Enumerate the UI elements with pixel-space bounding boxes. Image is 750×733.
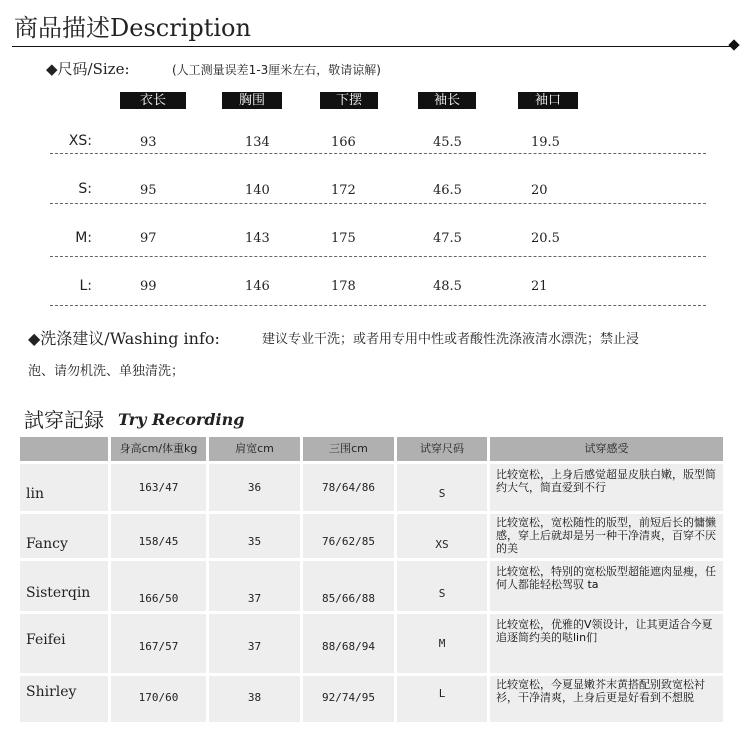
tester-shoulder: 38 xyxy=(209,676,300,722)
size-row-label: S: xyxy=(78,181,92,197)
size-col-header: 胸围 xyxy=(222,92,282,109)
size-value: 143 xyxy=(245,231,270,246)
size-value: 95 xyxy=(140,183,157,198)
size-value: 19.5 xyxy=(531,135,560,150)
try-col-header: 肩宽cm xyxy=(209,437,300,461)
tester-height-weight: 163/47 xyxy=(111,464,206,511)
size-col-header: 袖长 xyxy=(418,92,476,109)
tester-measurements: 88/68/94 xyxy=(303,614,394,673)
tester-measurements: 92/74/95 xyxy=(303,676,394,722)
washing-heading: ◆洗涤建议/Washing info: xyxy=(28,329,220,348)
try-on-title: 試穿記録 xyxy=(24,408,104,432)
size-row-label: M: xyxy=(75,230,92,246)
diamond-icon xyxy=(728,39,739,50)
tester-size: M xyxy=(397,614,487,673)
washing-text: 建议专业干洗；或者用专用中性或者酸性洗涤液清水漂洗；禁止浸 xyxy=(262,332,640,347)
size-row-label: L: xyxy=(79,278,92,294)
size-value: 21 xyxy=(531,279,548,294)
tester-height-weight: 158/45 xyxy=(111,514,206,558)
size-value: 146 xyxy=(245,279,270,294)
size-heading: ◆尺码/Size: xyxy=(46,60,130,78)
tester-height-weight: 166/50 xyxy=(111,561,206,611)
tester-name: lin xyxy=(20,464,108,511)
tester-feedback: 比较宽松，上身后感觉超显皮肤白嫩，版型简约大气，简直爱到不行 xyxy=(490,464,723,511)
tester-height-weight: 170/60 xyxy=(111,676,206,722)
tester-shoulder: 35 xyxy=(209,514,300,558)
tester-feedback: 比较宽松，今夏显嫩芥末黄搭配别致宽松衬衫，干净清爽，上身后更是好看到不想脱 xyxy=(490,676,723,722)
size-value: 97 xyxy=(140,231,157,246)
size-value: 48.5 xyxy=(433,279,462,294)
tester-feedback: 比较宽松，特别的宽松版型超能遮肉显瘦，任何人都能轻松驾驭 ta xyxy=(490,561,723,611)
size-value: 175 xyxy=(331,231,356,246)
try-col-header: 三围cm xyxy=(303,437,394,461)
try-col-header xyxy=(20,437,108,461)
row-divider xyxy=(50,256,706,257)
row-divider xyxy=(50,153,706,154)
row-divider xyxy=(50,305,706,306)
tester-measurements: 85/66/88 xyxy=(303,561,394,611)
row-divider xyxy=(50,203,706,204)
size-row-label: XS: xyxy=(68,133,92,149)
title-divider xyxy=(12,46,734,47)
tester-name: Sisterqin xyxy=(20,561,108,611)
size-value: 93 xyxy=(140,135,157,150)
try-col-header: 试穿感受 xyxy=(490,437,723,461)
tester-size: S xyxy=(397,464,487,511)
size-value: 99 xyxy=(140,279,157,294)
size-value: 166 xyxy=(331,135,356,150)
size-value: 140 xyxy=(245,183,270,198)
tester-measurements: 76/62/85 xyxy=(303,514,394,558)
page-title: 商品描述Description xyxy=(14,14,251,42)
size-value: 20.5 xyxy=(531,231,560,246)
tester-height-weight: 167/57 xyxy=(111,614,206,673)
size-value: 172 xyxy=(331,183,356,198)
size-value: 20 xyxy=(531,183,548,198)
tester-name: Shirley xyxy=(20,676,108,722)
size-value: 47.5 xyxy=(433,231,462,246)
size-note: (人工测量误差1-3厘米左右，敬请谅解) xyxy=(172,63,381,77)
tester-name: Fancy xyxy=(20,514,108,558)
tester-size: S xyxy=(397,561,487,611)
size-col-header: 下摆 xyxy=(320,92,378,109)
tester-size: L xyxy=(397,676,487,722)
tester-feedback: 比较宽松，宽松随性的版型，前短后长的慵懒感，穿上后就却是另一种干净清爽，百穿不厌的美 xyxy=(490,514,723,558)
tester-shoulder: 37 xyxy=(209,561,300,611)
try-on-subtitle: Try Recording xyxy=(118,410,245,429)
tester-measurements: 78/64/86 xyxy=(303,464,394,511)
tester-feedback: 比较宽松，优雅的V领设计，让其更适合今夏追逐简约美的哒lin们 xyxy=(490,614,723,673)
washing-text: 泡、请勿机洗、单独清洗； xyxy=(28,364,185,379)
size-col-header: 袖口 xyxy=(518,92,578,109)
size-value: 46.5 xyxy=(433,183,462,198)
size-value: 178 xyxy=(331,279,356,294)
size-value: 45.5 xyxy=(433,135,462,150)
tester-shoulder: 36 xyxy=(209,464,300,511)
tester-size: XS xyxy=(397,514,487,558)
size-col-header: 衣长 xyxy=(120,92,186,109)
tester-name: Feifei xyxy=(20,614,108,673)
size-value: 134 xyxy=(245,135,270,150)
try-col-header: 身高cm/体重kg xyxy=(111,437,206,461)
tester-shoulder: 37 xyxy=(209,614,300,673)
try-col-header: 试穿尺码 xyxy=(397,437,487,461)
